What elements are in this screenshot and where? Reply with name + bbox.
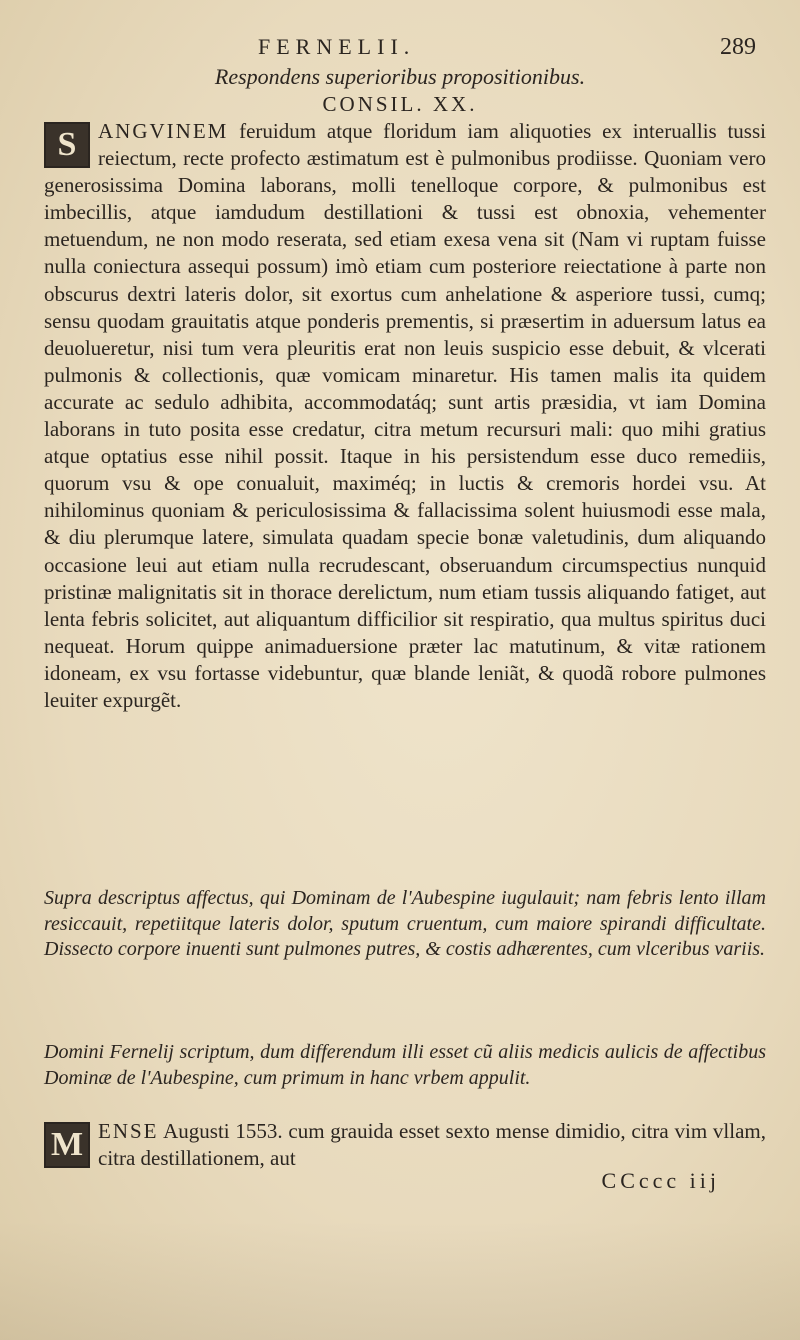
- consil-21-body: [44, 1118, 766, 1172]
- first-word: ENSE: [98, 1119, 159, 1143]
- ornamental-initial-m: M: [44, 1122, 90, 1168]
- page-shadow: [0, 1220, 800, 1340]
- page-number: 289: [720, 34, 756, 60]
- consil-20-text: feruidum atque floridum iam aliquoties ex interuallis tussi reiectum, recte profecto æstimatum est è pulmonibus prodiisse. Quoniam vero generosissima Domina laborans, molli tenelloque corpore, & pulmonibus est imbecillis, atque iamdudum destillationi & tussi est obnoxia, vehementer metuendum, ne non modo reserata, sed etiam exesa vena sit (Nam vi ruptam fuisse nulla coniectura assequi possum) imò etiam cum posteriore reiectatione à parte non obscurus dextri lateris dolor, sit exortus cum anhelatione & asperiore tussi, cumq; sensu quodam grauitatis atque ponderis prementis, si præsertim in aduersum latus ea deuolueretur, nisi tum vera pleuritis erat non leuis suspicio esse debuit, & vlcerati pulmonis & collectionis, quæ vomicam minaretur. His tamen malis ita quidem accurate ac sedulo adhibita, accommodatáq; sunt artis præsidia, vt iam Domina laborans in tuto posita esse credatur, citra metum recursuri mali: quo mihi gratius atque optatius esse nihil possit. Itaque in his persistendum esse duco remediis, quorum vsu & ope conualuit, maximéq; in luctis & cremoris hordei vsu. At nihilominus quoniam & periculosissima & fallacissima solent huiusmodi esse mala, & diu plerumque latere, simulata quadam specie bonæ valetudinis, dum aliquando occasione leui aut etiam nulla recrudescant, obseruandum circumspectius nunquid pristinæ malignitatis sit in thorace derelictum, num etiam tussis aliquando fatiget, aut lenta febris solicitet, aut aliquantum difficilior sit respiratio, qua multus spiritus duci nequeat. Horum quippe animaduersione præter lac matutinum, & vitæ rationem idoneam, ex vsu fortasse videbuntur, quæ blande leniãt, & quodã robore pulmones leuiter expurgẽt.: [44, 119, 766, 712]
- page-header: [0, 34, 800, 64]
- marginal-note-1: Supra descriptus affectus, qui Dominam de l'Aubespine iugulauit; nam febris lento illam resiccauit, repetiitque lateris dolor, sputum cruentum, cum maiore spirandi difficultate. Dissecto corpore inuenti sunt pulmones putres, & costis adhærentes, cum vlceribus variis.: [44, 887, 766, 961]
- section-title: Respondens superioribus propositionibus.: [214, 64, 586, 89]
- consil-20-paragraph: [44, 118, 766, 714]
- marginal-note-2: Domini Fernelij scriptum, dum differendum illi esset cũ aliis medicis aulicis de affectibus Dominæ de l'Aubespine, cum primum in hanc vrbem appulit.: [44, 1041, 766, 1089]
- consil-heading: CONSIL. XX.: [322, 92, 478, 116]
- consil-20-body: [44, 118, 766, 714]
- signature-mark: CCccc iij: [601, 1168, 720, 1193]
- first-word: ANGVINEM: [98, 119, 229, 143]
- ornamental-initial-s: S: [44, 122, 90, 168]
- running-head: FERNELII.: [258, 34, 416, 59]
- consil-21-text: Augusti 1553. cum grauida esset sexto mense dimidio, citra vim vllam, citra destillationem, aut: [98, 1119, 766, 1171]
